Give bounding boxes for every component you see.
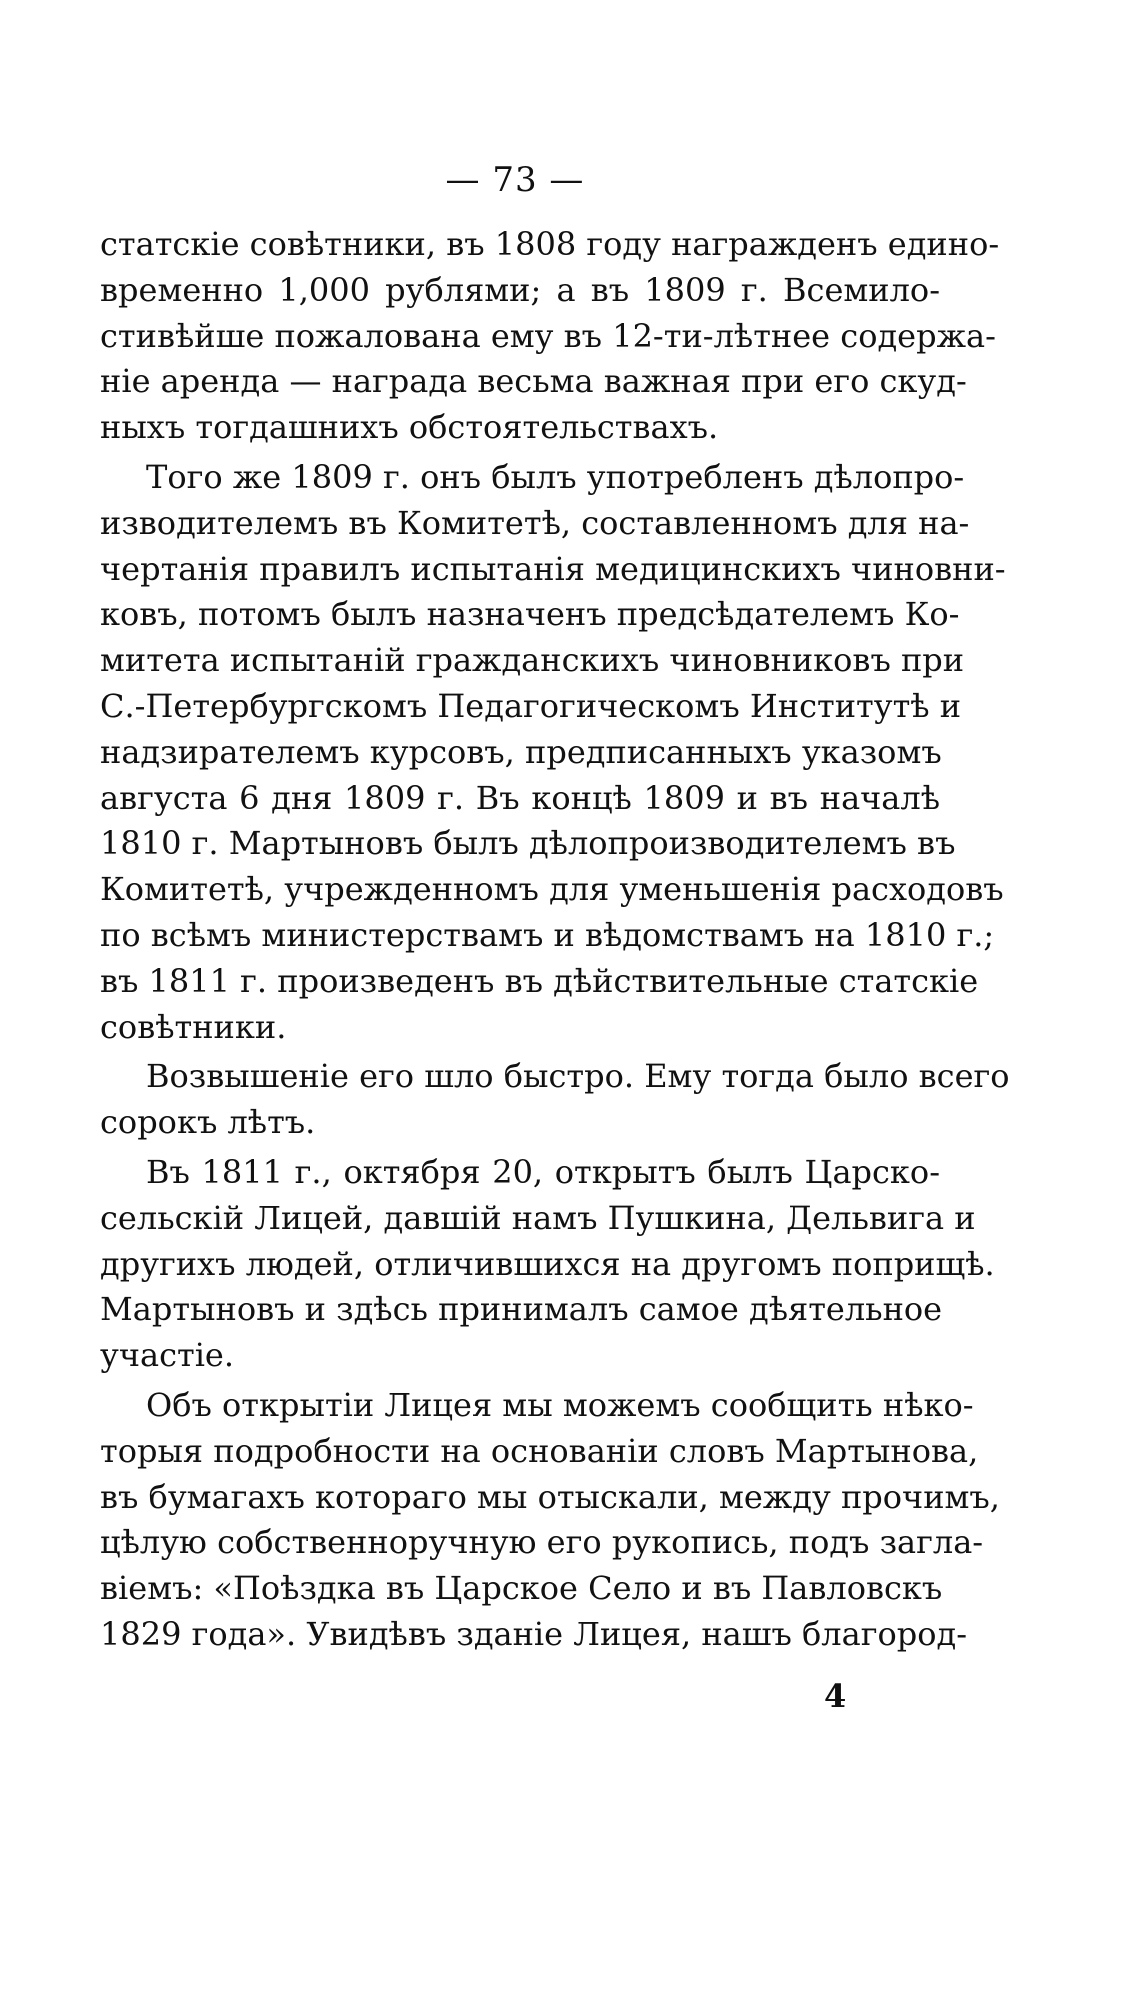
text-line: митета испытанiй гражданскихъ чиновниковъ при [100, 641, 965, 680]
text-line: Въ 1811 г., октября 20, открытъ былъ Царско- [146, 1152, 940, 1191]
text-line: временно 1,000 рублями; а въ 1809 г. Всемило- [100, 270, 940, 309]
text-line: Возвышенiе его шло быстро. Ему тогда было всего [146, 1057, 1010, 1096]
text-line: ныхъ тогдашнихъ обстоятельствахъ. [100, 408, 719, 447]
text-line: сельскiй Лицей, давшiй намъ Пушкина, Дельвига и [100, 1198, 976, 1237]
text-line: по всѣмъ министерствамъ и вѣдомствамъ на 1810 г.; [100, 915, 995, 954]
text-line: стивѣйше пожалована ему въ 12-ти-лѣтнее содержа- [100, 316, 996, 355]
text-line: торыя подробности на основанiи словъ Мартынова, [100, 1431, 979, 1470]
text-line: цѣлую собственноручную его рукопись, подъ загла- [100, 1523, 984, 1562]
text-line: изводителемъ въ Комитетѣ, составленномъ для на- [100, 503, 970, 542]
text-line: Объ открытiи Лицея мы можемъ сообщить нѣко- [146, 1385, 974, 1424]
text-line: 1810 г. Мартыновъ былъ дѣлопроизводителемъ въ [100, 824, 956, 863]
text-line: другихъ людей, отличившихся на другомъ поприщѣ. [100, 1244, 995, 1283]
text-line: Комитетѣ, учрежденномъ для уменьшенiя расходовъ [100, 870, 1004, 909]
page-number: — 73 — [445, 160, 585, 200]
text-line: С.-Петербургскомъ Педагогическомъ Институтѣ и [100, 686, 962, 725]
text-line: чертанiя правилъ испытанiя медицинскихъ чиновни- [100, 549, 1006, 588]
text-line: въ бумагахъ котораго мы отыскали, между прочимъ, [100, 1477, 1000, 1516]
paragraph [100, 1150, 995, 1379]
paragraph [100, 1054, 1010, 1146]
text-line: августа 6 дня 1809 г. Въ концѣ 1809 и въ началѣ [100, 778, 940, 817]
text-line: надзирателемъ курсовъ, предписанныхъ указомъ [100, 732, 942, 771]
text-line: вiемъ: «Поѣздка въ Царское Село и въ Павловскъ [100, 1569, 943, 1608]
text-line: Того же 1809 г. онъ былъ употребленъ дѣлопро- [146, 457, 965, 496]
text-line: нiе аренда — награда весьма важная при его скуд- [100, 362, 967, 401]
text-line: ковъ, потомъ былъ назначенъ предсѣдателемъ Ко- [100, 595, 960, 634]
signature-mark: 4 [824, 1677, 847, 1715]
paragraph [100, 222, 1000, 451]
paragraph [100, 455, 1006, 1050]
paragraph [100, 1383, 1000, 1658]
text-line: участiе. [100, 1336, 235, 1375]
text-line: въ 1811 г. произведенъ въ дѣйствительные статскiе [100, 961, 979, 1000]
text-line: статскiе совѣтники, въ 1808 году награжденъ едино- [100, 225, 1000, 263]
text-line: совѣтники. [100, 1007, 287, 1046]
text-line: Мартыновъ и здѣсь принималъ самое дѣятельное [100, 1290, 943, 1329]
text-line: 1829 года». Увидѣвъ зданiе Лицея, нашъ благород- [100, 1614, 967, 1653]
body-text [100, 222, 1010, 1658]
text-line: сорокъ лѣтъ. [100, 1103, 316, 1142]
